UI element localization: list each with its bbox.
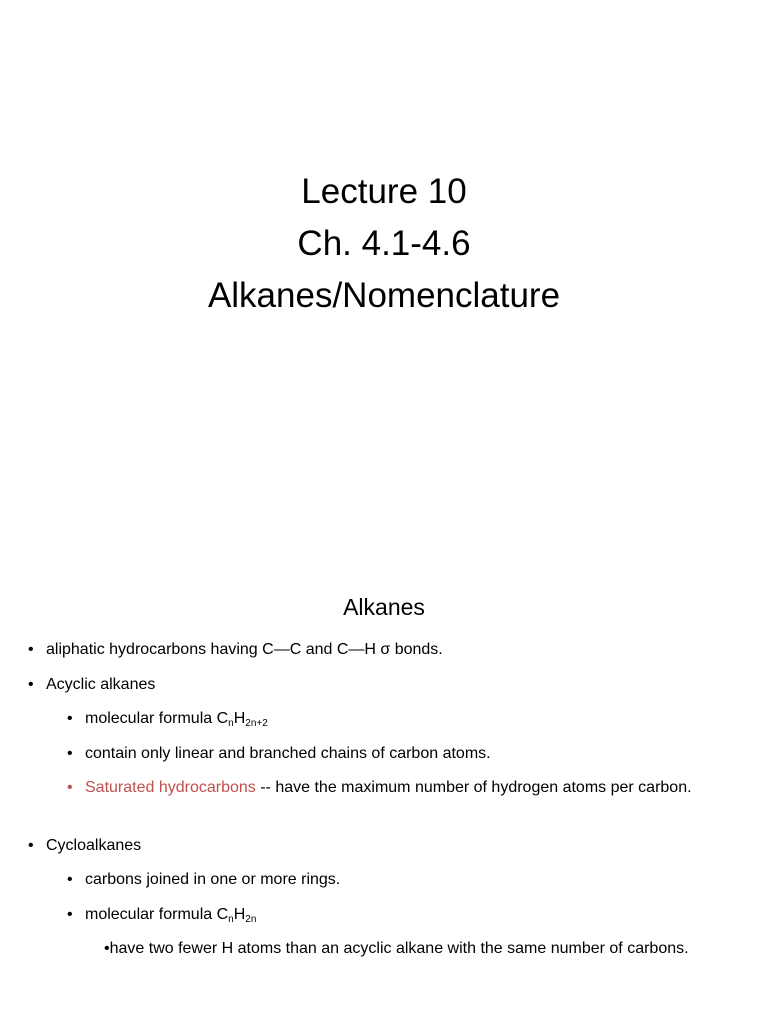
title-line-chapter: Ch. 4.1-4.6 — [297, 224, 471, 263]
formula-sub-n: n — [228, 718, 234, 729]
bullet-cycloalkanes — [28, 834, 142, 857]
bullet-marker: • — [28, 641, 34, 658]
bullet-cyclo-formula — [67, 903, 257, 926]
bullet-chains — [67, 742, 491, 765]
bullet-text: Acyclic alkanes — [46, 676, 156, 693]
bullet-text: aliphatic hydrocarbons having C—C and C—H σ bonds. — [46, 641, 443, 658]
bullet-marker: • — [67, 871, 73, 888]
bullet-marker: • — [67, 779, 73, 796]
bullet-text: Cycloalkanes — [46, 837, 142, 854]
content-slide — [0, 512, 768, 1024]
formula-h: H — [233, 906, 246, 923]
formula-sub-n: n — [228, 914, 234, 925]
bullet-text: contain only linear and branched chains of carbon atoms. — [85, 745, 491, 762]
bullet-text: •have two fewer H atoms than an acyclic alkane with the same number of carbons. — [104, 940, 689, 957]
bullet-marker: • — [28, 676, 34, 693]
title-line-topic: Alkanes/Nomenclature — [207, 276, 561, 315]
formula-sub-2n2: 2n+2 — [245, 718, 268, 729]
slide-title — [0, 166, 768, 322]
formula-h: H — [233, 710, 246, 727]
bullet-aliphatic — [28, 638, 443, 661]
bullet-acyclic — [28, 673, 156, 696]
formula-sub-2n: 2n — [245, 914, 257, 925]
bullet-saturated — [67, 776, 705, 799]
slide-heading: Alkanes — [343, 594, 425, 620]
bullet-marker: • — [67, 906, 73, 923]
bullet-text: carbons joined in one or more rings. — [85, 871, 341, 888]
formula-prefix: molecular formula C — [85, 906, 229, 923]
bullet-rings — [67, 868, 341, 891]
saturated-term: Saturated hydrocarbons — [85, 779, 256, 796]
bullet-marker: • — [67, 710, 73, 727]
formula-prefix: molecular formula C — [85, 710, 229, 727]
title-line-lecture: Lecture 10 — [301, 172, 467, 211]
bullet-marker: • — [28, 837, 34, 854]
bullet-acyclic-formula — [67, 707, 268, 730]
bullet-marker: • — [67, 745, 73, 762]
bullet-fewer-h — [104, 937, 704, 960]
saturated-definition: -- have the maximum number of hydrogen atoms per carbon. — [255, 779, 692, 796]
